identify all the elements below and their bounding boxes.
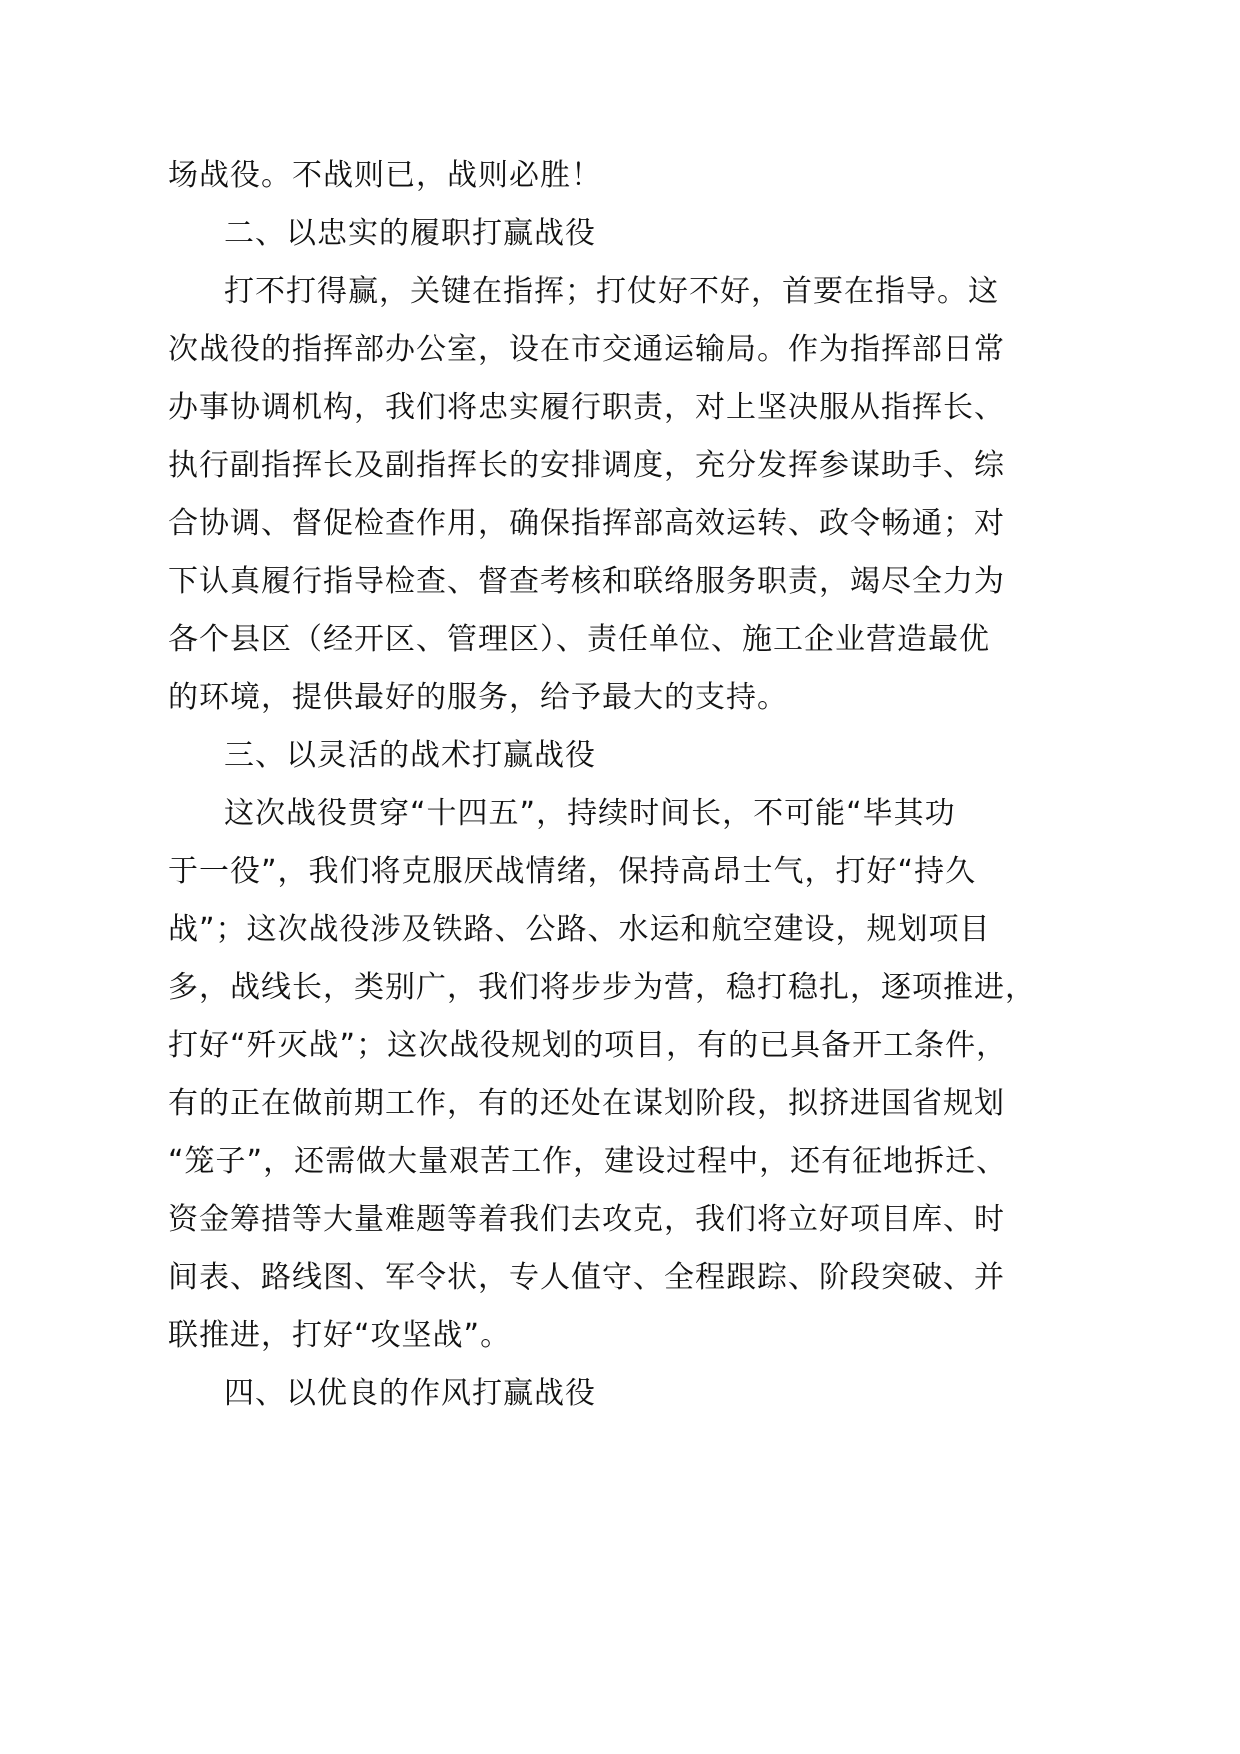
- paragraph-line: “笼子”，还需做大量艰苦工作，建设过程中，还有征地拆迁、: [168, 1144, 1008, 1179]
- paragraph-line: 打不打得赢，关键在指挥；打仗好不好，首要在指导。这: [224, 274, 999, 309]
- paragraph-line: 战”；这次战役涉及铁路、公路、水运和航空建设，规划项目: [168, 912, 991, 947]
- paragraph-line: 的环境，提供最好的服务，给予最大的支持。: [168, 680, 788, 715]
- paragraph-line: 多，战线长，类别广，我们将步步为营，稳打稳扎，逐项推进，: [168, 970, 1036, 1005]
- paragraph-continuation-line: 场战役。不战则已，战则必胜！: [168, 158, 602, 193]
- paragraph-line: 资金筹措等大量难题等着我们去攻克，我们将立好项目库、时: [168, 1202, 1005, 1237]
- paragraph-line: 间表、路线图、军令状，专人值守、全程跟踪、阶段突破、并: [168, 1260, 1005, 1295]
- paragraph-line: 下认真履行指导检查、督查考核和联络服务职责，竭尽全力为: [168, 564, 1005, 599]
- paragraph-line: 次战役的指挥部办公室，设在市交通运输局。作为指挥部日常: [168, 332, 1005, 367]
- paragraph-line: 于一役”，我们将克服厌战情绪，保持高昂士气，打好“持久: [168, 854, 977, 889]
- section-heading-four: 四、以优良的作风打赢战役: [224, 1376, 596, 1411]
- paragraph-line: 各个县区（经开区、管理区）、责任单位、施工企业营造最优: [168, 622, 990, 657]
- paragraph-line: 有的正在做前期工作，有的还处在谋划阶段，拟挤进国省规划: [168, 1086, 1005, 1121]
- paragraph-line: 联推进，打好“攻坚战”。: [168, 1318, 512, 1353]
- paragraph-line: 执行副指挥长及副指挥长的安排调度，充分发挥参谋助手、综: [168, 448, 1005, 483]
- paragraph-line: 这次战役贯穿“十四五”，持续时间长，不可能“毕其功: [224, 796, 956, 831]
- paragraph-line: 办事协调机构，我们将忠实履行职责，对上坚决服从指挥长、: [168, 390, 1005, 425]
- paragraph-line: 合协调、督促检查作用，确保指挥部高效运转、政令畅通；对: [168, 506, 1005, 541]
- paragraph-line: 打好“歼灭战”；这次战役规划的项目，有的已具备开工条件，: [168, 1028, 1008, 1063]
- section-heading-two: 二、以忠实的履职打赢战役: [224, 216, 596, 251]
- section-heading-three: 三、以灵活的战术打赢战役: [224, 738, 596, 773]
